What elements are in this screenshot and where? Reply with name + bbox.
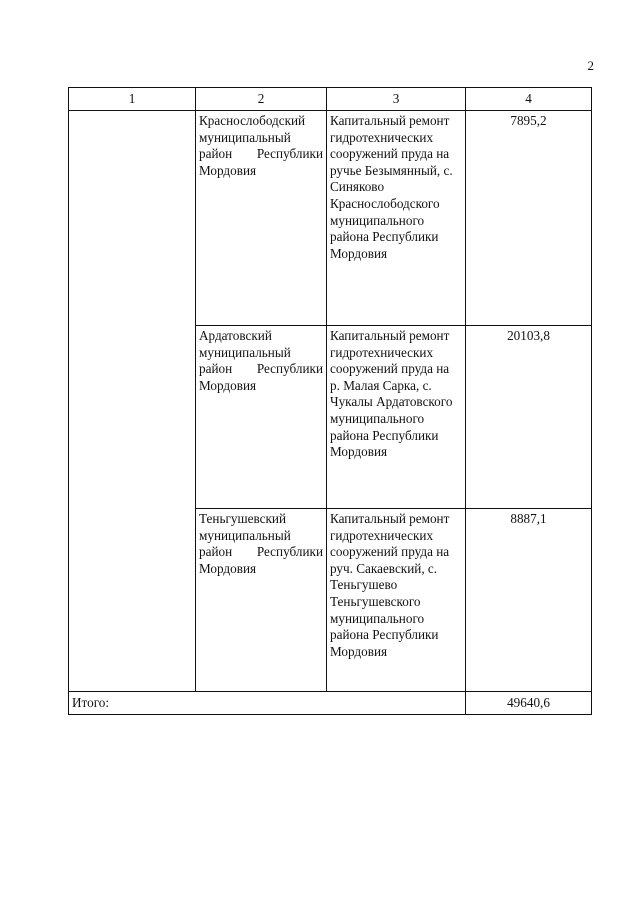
empty-column-cell (69, 111, 196, 692)
total-row (69, 692, 592, 715)
work-description-cell: Капитальный ремонт гидротехнических сооружений пруда на ручье Безымянный, с. Синяково Краснослободского муниципального района Республики Мордовия (327, 111, 466, 326)
total-value: 49640,6 (466, 692, 592, 715)
column-header-1: 1 (69, 88, 196, 111)
funding-table (68, 87, 592, 715)
district-cell: Теньгушевский муниципальный район Республики Мордовия (196, 509, 327, 692)
work-description-cell: Капитальный ремонт гидротехнических сооружений пруда на руч. Сакаевский, с. Теньгушево Теньгушевского муниципального района Республики Мордовия (327, 509, 466, 692)
table-row (69, 111, 592, 326)
column-header-3: 3 (327, 88, 466, 111)
work-description-cell: Капитальный ремонт гидротехнических сооружений пруда на р. Малая Сарка, с. Чукалы Ардатовского муниципального района Республики Мордовия (327, 326, 466, 509)
amount-cell: 7895,2 (466, 111, 592, 326)
column-header-4: 4 (466, 88, 592, 111)
amount-cell: 20103,8 (466, 326, 592, 509)
district-cell: Ардатовский муниципальный район Республики Мордовия (196, 326, 327, 509)
page-number: 2 (587, 58, 594, 73)
total-label: Итого: (69, 692, 466, 715)
header-row (69, 88, 592, 111)
district-cell: Краснослободский муниципальный район Республики Мордовия (196, 111, 327, 326)
column-header-2: 2 (196, 88, 327, 111)
amount-cell: 8887,1 (466, 509, 592, 692)
